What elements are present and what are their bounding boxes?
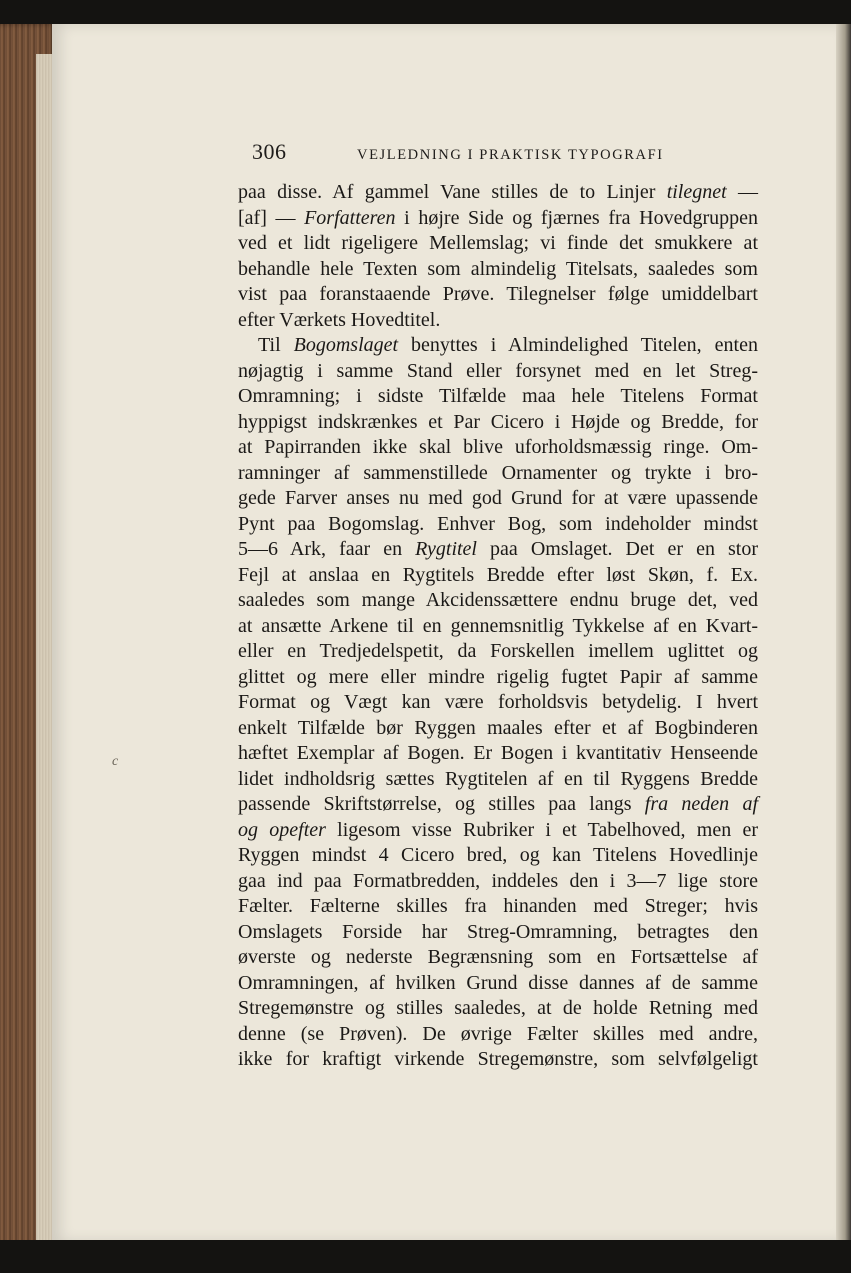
scan-bottom-border: [0, 1240, 851, 1273]
text-run: enkelt Tilfælde bør Ryggen maales efter et af Bogbinderen: [238, 716, 758, 739]
text-line: [238, 792, 758, 818]
italic-phrase: fra neden af: [644, 793, 758, 815]
text-run: efter Værkets Hovedtitel.: [238, 308, 441, 331]
text-line: [238, 180, 758, 206]
text-line: [238, 741, 758, 767]
text-run: ligesom visse Rubriker i et Tabelhoved, men er: [325, 818, 759, 841]
text-run: Pynt paa Bogomslag. Enhver Bog, som indeholder mindst: [238, 512, 758, 535]
text-run: glittet og mere eller mindre rigelig fugtet Papir af samme: [238, 665, 758, 688]
text-line: [238, 384, 758, 410]
text-line: [238, 690, 758, 716]
text-run: ved et lidt rigeligere Mellemslag; vi finde det smukkere at: [238, 232, 758, 254]
text-line: [238, 614, 758, 640]
text-run: gaa ind paa Formatbredden, inddeles den i 3—7 lige store: [238, 869, 758, 892]
text-run: Til: [258, 334, 294, 356]
text-run: denne (se Prøven). De øvrige Fælter skilles med andre,: [238, 1022, 758, 1045]
text-run: Format og Vægt kan være forholdsvis betydelig. I hvert: [238, 691, 758, 713]
text-line: [238, 894, 758, 920]
text-run: paa disse. Af gammel Vane stilles de to Linjer: [238, 181, 667, 203]
text-run: benyttes i Almindelighed Titelen, enten: [398, 334, 758, 356]
text-line: [238, 461, 758, 487]
text-line: [238, 308, 758, 334]
text-line: [238, 1047, 758, 1073]
stacked-pages: [36, 54, 52, 1264]
text-line: [238, 767, 758, 793]
text-line: [238, 206, 758, 232]
running-head: [252, 139, 772, 169]
text-run: Ryggen mindst 4 Cicero bred, og kan Titelens Hovedlinje: [238, 844, 758, 866]
text-line: [238, 231, 758, 257]
text-line: [238, 486, 758, 512]
running-title: VEJLEDNING I PRAKTISK TYPOGRAFI: [357, 147, 664, 163]
italic-phrase: Rygtitel: [415, 538, 477, 560]
text-line: [238, 282, 758, 308]
text-run: Fælter. Fælterne skilles fra hinanden med Streger; hvis: [238, 895, 758, 917]
italic-phrase: Bogomslaget: [293, 334, 399, 356]
page-gutter-shadow: [836, 24, 851, 1242]
text-run: nøjagtig i samme Stand eller forsynet med en let Streg-: [238, 359, 758, 382]
italic-phrase: og opefter: [238, 818, 326, 841]
text-run: eller en Tredjedelspetit, da Forskellen imellem uglittet og: [238, 640, 758, 662]
text-line: [238, 996, 758, 1022]
text-line: [238, 716, 758, 742]
text-line: [238, 639, 758, 665]
text-run: saaledes som mange Akcidenssættere endnu bruge det, ved: [238, 589, 758, 611]
italic-phrase: Forfatteren: [304, 206, 396, 229]
text-run: at ansætte Arkene til en gennemsnitlig Tykkelse af en Kvart-: [238, 614, 758, 637]
text-run: [af] —: [238, 206, 305, 229]
text-line: [238, 665, 758, 691]
text-line: [238, 435, 758, 461]
text-line: [238, 333, 758, 359]
text-run: paa Omslaget. Det er en stor: [477, 538, 758, 560]
text-run: hæftet Exemplar af Bogen. Er Bogen i kvantitativ Henseende: [238, 742, 758, 764]
book-page-edges: [0, 24, 56, 1246]
text-run: behandle hele Texten som almindelig Titelsats, saaledes som: [238, 257, 758, 280]
text-run: Omramning; i sidste Tilfælde maa hele Titelens Format: [238, 385, 758, 407]
text-run: ikke for kraftigt virkende Stregemønstre, som selvfølgeligt: [238, 1048, 758, 1070]
text-line: [238, 410, 758, 436]
page-number: 306: [252, 139, 287, 164]
text-run: at Papirranden ikke skal blive uforholdsmæssig ringe. Om-: [238, 436, 758, 458]
text-line: [238, 843, 758, 869]
text-run: 5—6 Ark, faar en: [238, 538, 416, 560]
text-run: i højre Side og fjærnes fra Hovedgruppen: [395, 206, 759, 229]
text-line: [238, 945, 758, 971]
text-line: [238, 869, 758, 895]
text-run: ramninger af sammenstillede Ornamenter og trykte i bro-: [238, 461, 758, 484]
text-run: hyppigst indskrænkes et Par Cicero i Højde og Bredde, for: [238, 410, 758, 433]
text-run: Omramningen, af hvilken Grund disse dannes af de samme: [238, 971, 758, 994]
text-run: —: [726, 181, 758, 203]
text-run: Omslagets Forside har Streg-Omramning, betragtes den: [238, 920, 758, 943]
scan-top-border: [0, 0, 851, 26]
text-run: vist paa foranstaaende Prøve. Tilegnelser følge umiddelbart: [238, 283, 758, 305]
text-run: lidet indholdsrig sættes Rygtitelen af en til Ryggens Bredde: [238, 767, 758, 790]
text-line: [238, 563, 758, 589]
text-line: [238, 920, 758, 946]
text-run: passende Skriftstørrelse, og stilles paa langs: [238, 793, 645, 815]
text-line: [238, 971, 758, 997]
text-line: [238, 1022, 758, 1048]
text-run: øverste og nederste Begrænsning som en Fortsættelse af: [238, 946, 758, 968]
text-line: [238, 537, 758, 563]
text-line: [238, 257, 758, 283]
margin-mark: c: [112, 754, 119, 769]
text-run: Fejl at anslaa en Rygtitels Bredde efter løst Skøn, f. Ex.: [238, 563, 758, 586]
text-line: [238, 359, 758, 385]
text-line: [238, 588, 758, 614]
body-text: [238, 180, 758, 1073]
text-run: Stregemønstre og stilles saaledes, at de holde Retning med: [238, 997, 758, 1019]
text-run: gede Farver anses nu med god Grund for at være upassende: [238, 487, 758, 509]
text-line: [238, 818, 758, 844]
italic-phrase: tilegnet: [666, 181, 727, 203]
text-line: [238, 512, 758, 538]
